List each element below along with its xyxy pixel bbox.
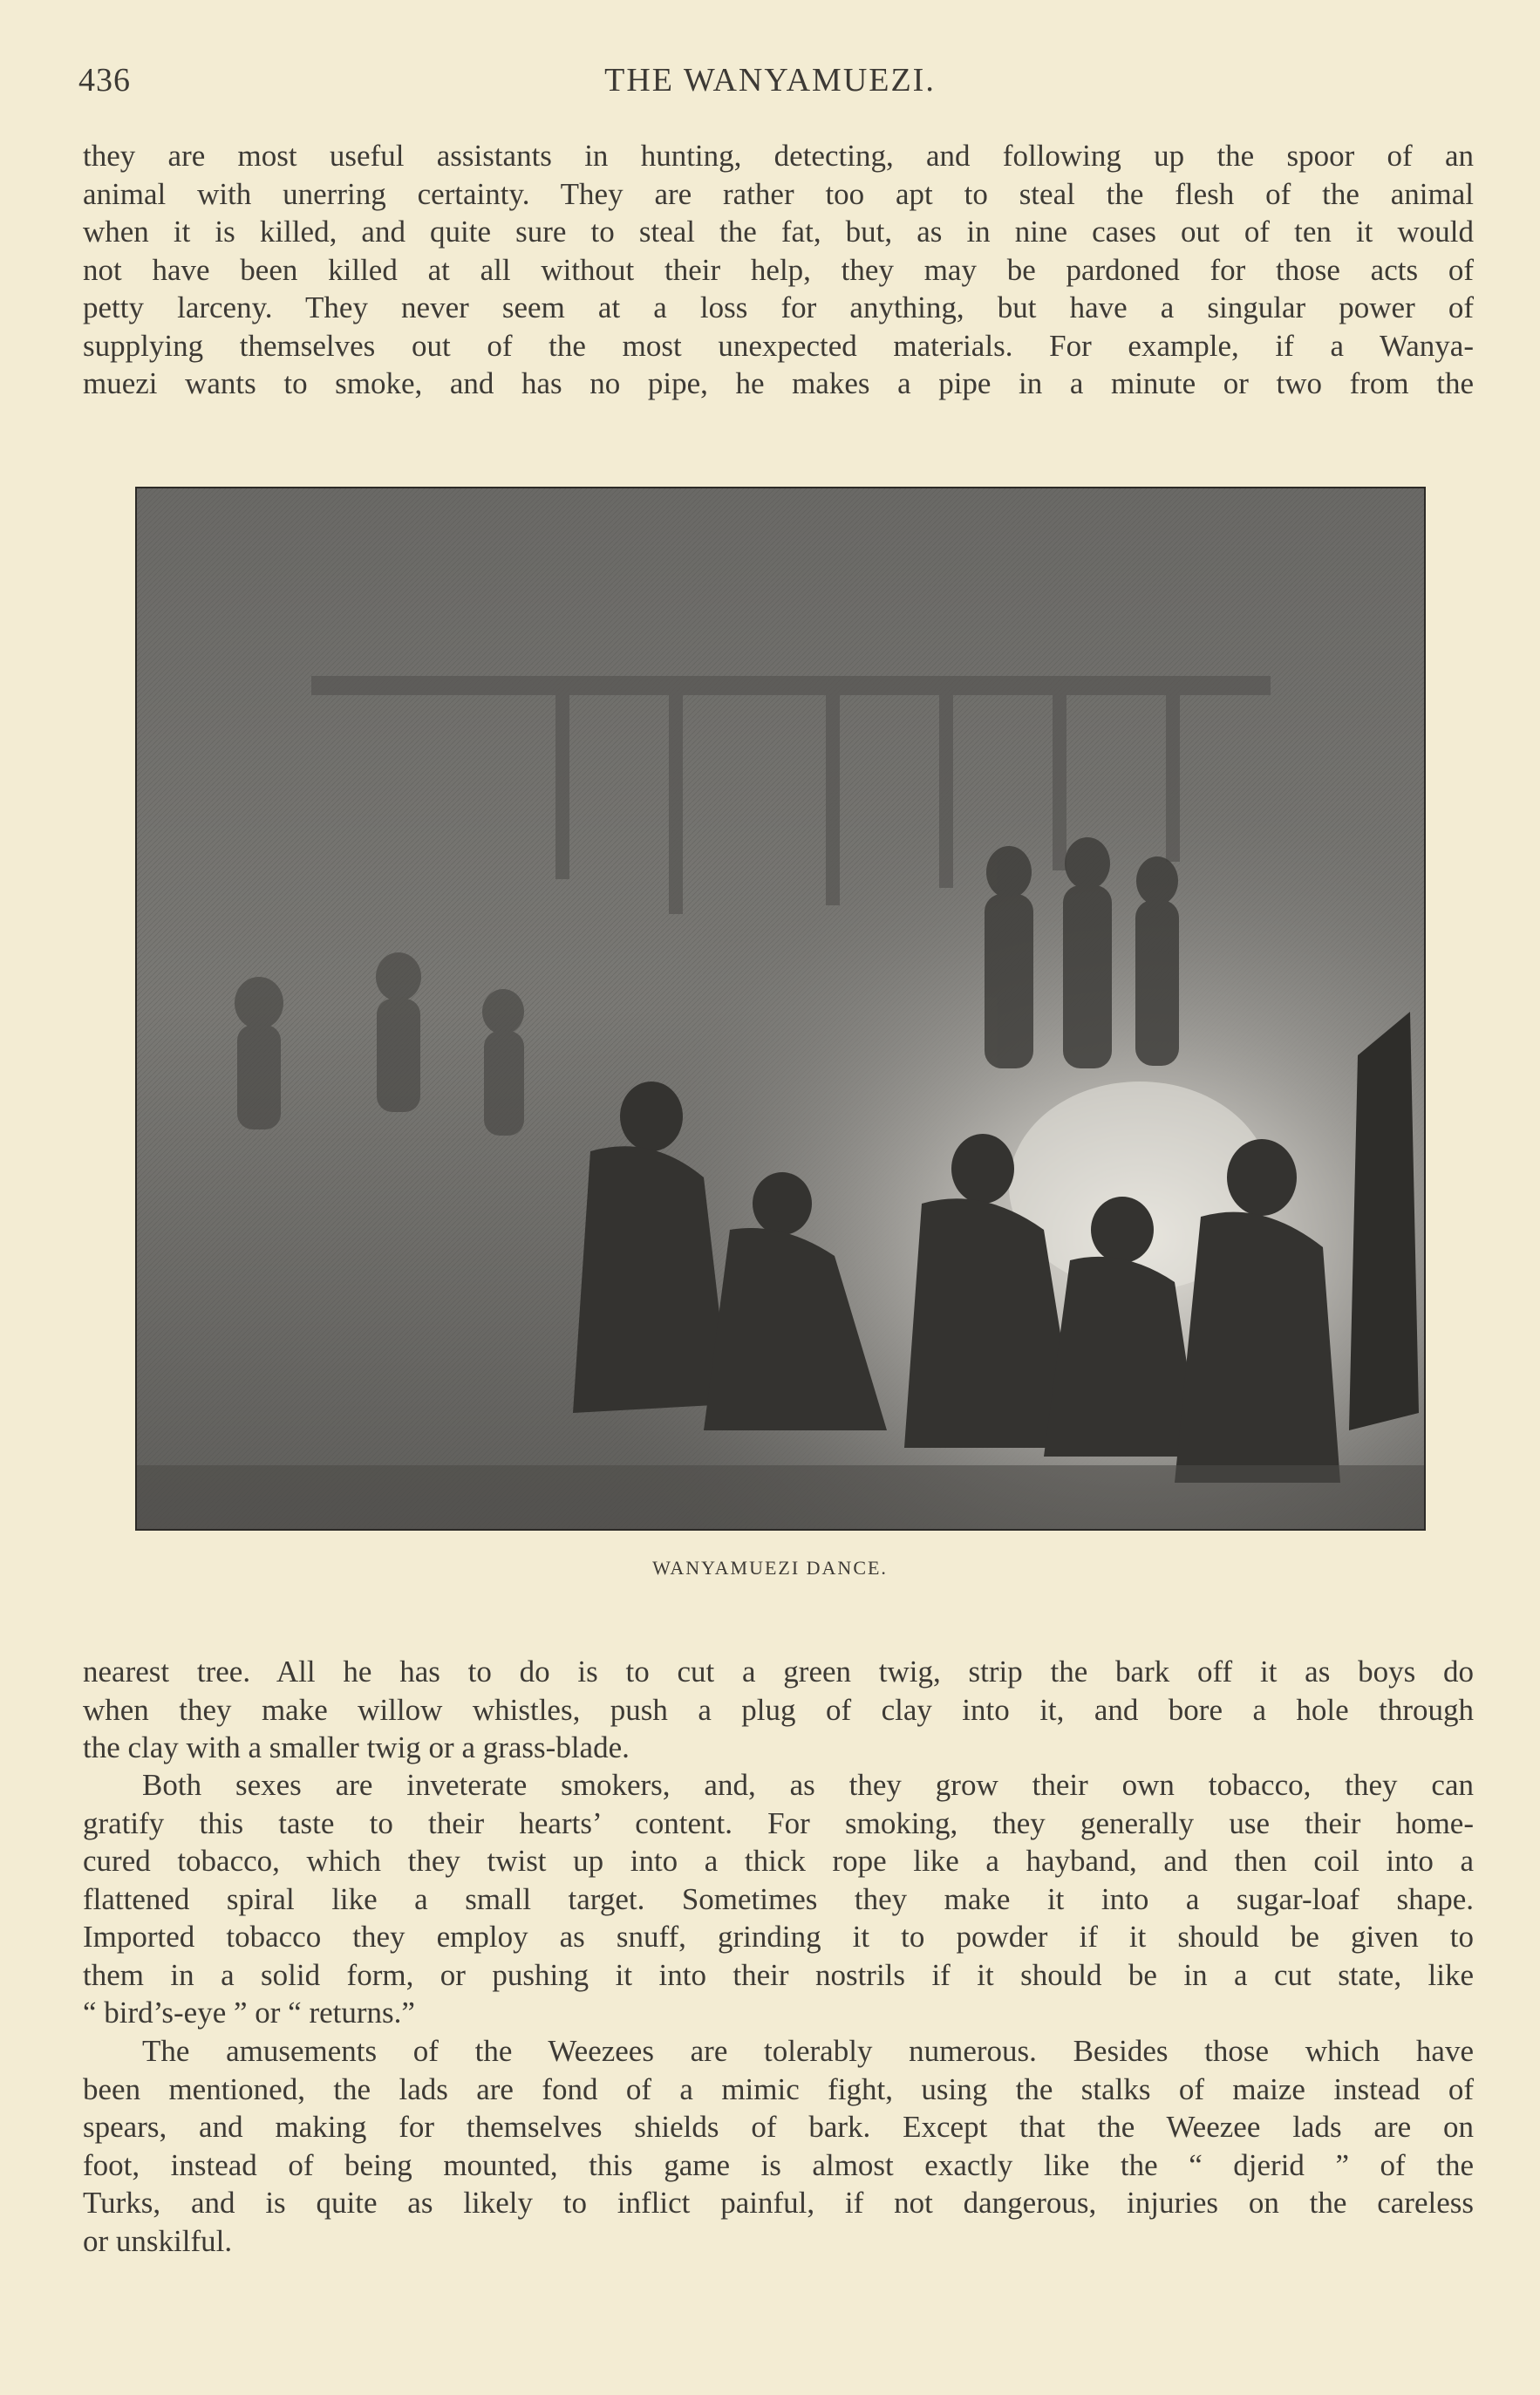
top-paragraph <box>83 137 1474 403</box>
text-line: when they make willow whistles, push a plug of clay into it, and bore a hole through <box>83 1692 1474 1727</box>
text-line: petty larceny. They never seem at a loss for anything, but have a singular power of <box>83 290 1474 324</box>
text-line: “ bird’s-eye ” or “ returns.” <box>83 1996 415 2030</box>
text-line: Imported tobacco they employ as snuff, grinding it to powder if it should be given to <box>83 1920 1474 1954</box>
illustration-caption: WANYAMUEZI DANCE. <box>652 1557 888 1579</box>
text-line: supplying themselves out of the most unexpected materials. For example, if a Wanya- <box>83 328 1474 363</box>
text-line: cured tobacco, which they twist up into a thick rope like a hayband, and then coil into a <box>83 1844 1474 1878</box>
running-title: THE WANYAMUEZI. <box>604 62 936 99</box>
text-line: flattened spiral like a small target. Sometimes they make it into a sugar-loaf shape. <box>83 1881 1474 1916</box>
text-line: not have been killed at all without their help, they may be pardoned for those acts of <box>83 252 1474 287</box>
text-line: foot, instead of being mounted, this game is almost exactly like the “ djerid ” of the <box>83 2147 1474 2182</box>
page-number: 436 <box>78 62 131 99</box>
text-line: when it is killed, and quite sure to steal the fat, but, as in nine cases out of ten it would <box>83 215 1474 249</box>
text-line: The amusements of the Weezees are tolerably numerous. Besides those which have <box>142 2034 1474 2068</box>
text-line: Turks, and is quite as likely to inflict painful, if not dangerous, injuries on the careless <box>83 2186 1474 2220</box>
text-line: animal with unerring certainty. They are rather too apt to steal the flesh of the animal <box>83 176 1474 211</box>
text-line: gratify this taste to their hearts’ content. For smoking, they generally use their home- <box>83 1805 1474 1840</box>
shield <box>1349 1012 1419 1430</box>
text-line: they are most useful assistants in hunting, detecting, and following up the spoor of an <box>83 139 1474 173</box>
text-line: spears, and making for themselves shields of bark. Except that the Weezee lads are on <box>83 2110 1474 2144</box>
tobacco-paragraph <box>83 1766 1474 2032</box>
text-line: nearest tree. All he has to do is to cut a green twig, strip the bark off it as boys do <box>83 1655 1474 1689</box>
continuation-paragraph <box>83 1653 1474 1767</box>
text-line: or unskilful. <box>83 2223 233 2258</box>
text-line: the clay with a smaller twig or a grass-blade. <box>83 1730 630 1764</box>
text-line: them in a solid form, or pushing it into their nostrils if it should be in a cut state, like <box>83 1957 1474 1992</box>
text-line: been mentioned, the lads are fond of a mimic fight, using the stalks of maize instead of <box>83 2071 1474 2106</box>
text-line: muezi wants to smoke, and has no pipe, he makes a pipe in a minute or two from the <box>83 366 1474 400</box>
standing-figures <box>985 837 1179 1068</box>
engraving-wanyamuezi-dance <box>135 487 1426 1531</box>
amusements-paragraph <box>83 2032 1474 2260</box>
text-line: Both sexes are inveterate smokers, and, as they grow their own tobacco, they can <box>142 1768 1474 1802</box>
